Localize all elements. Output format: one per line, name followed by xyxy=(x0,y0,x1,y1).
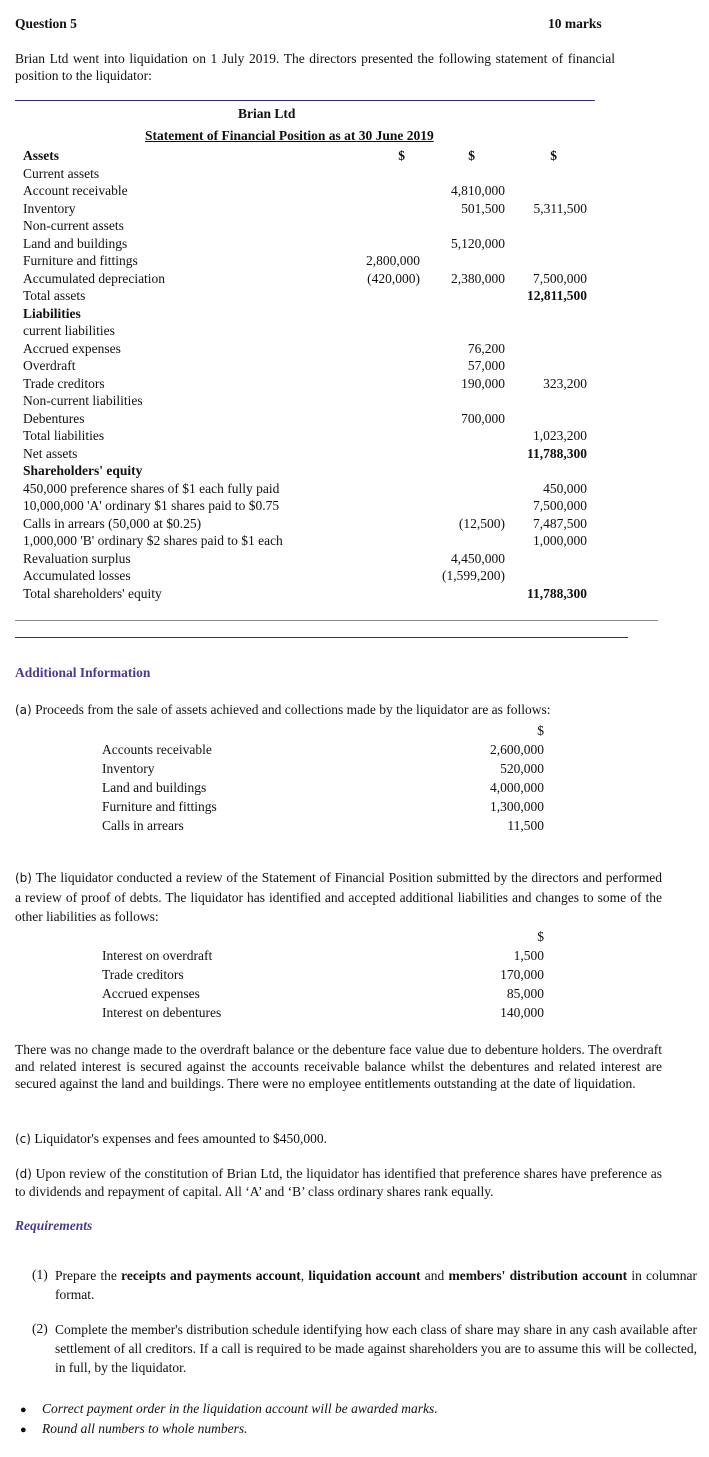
bullet-dot-icon: ● xyxy=(20,1424,27,1436)
sofp-cell-c2: 4,810,000 xyxy=(451,183,505,198)
sofp-row-label: Trade creditors xyxy=(23,375,105,391)
sofp-cell-c1: (420,000) xyxy=(367,270,420,286)
sofp-cell-c3: 1,000,000 xyxy=(533,533,587,548)
sofp-cell-c3: 5,311,500 xyxy=(533,200,587,216)
sofp-cell-c3: 323,200 xyxy=(543,375,587,391)
item-d-label: (d) xyxy=(15,1167,32,1181)
sofp-cell-c3: 11,788,300 xyxy=(526,445,587,461)
bullet-1: Correct payment order in the liquidation account will be awarded marks. xyxy=(42,1401,438,1416)
sofp-row-label: Net assets xyxy=(23,445,78,461)
item-b-note: There was no change made to the overdraft balance or the debenture face value due to debenture holders. The overdraft and related interest is secured against the accounts receivable balance whilst the debentures and related interest are secured against the land and buildings. There were no employee entitlements outstanding at the date of liquidation. xyxy=(15,1042,662,1091)
sofp-row-label: Current assets xyxy=(23,165,100,181)
sofp-row-label: Assets xyxy=(23,148,59,163)
divider-bottom xyxy=(15,637,628,638)
list-item-value: 85,000 xyxy=(506,986,544,1001)
sofp-cell-c2: 190,000 xyxy=(461,375,505,391)
sofp-cell-c2: 5,120,000 xyxy=(451,235,505,251)
sofp-cell-c3: 7,500,000 xyxy=(533,498,587,513)
sofp-row-label: Total liabilities xyxy=(23,428,105,443)
item-d-text: Upon review of the constitution of Brian Ltd, the liquidator has identified that preference shares have preference as to dividends and repayment of capital. All ‘A’ and ‘B’ class ordinary shares rank equally. xyxy=(15,1166,663,1199)
list-item-label: Accounts receivable xyxy=(102,742,212,757)
sofp-cell-c2: 2,380,000 xyxy=(451,270,505,286)
divider-top xyxy=(15,100,595,101)
col-header-1: $ xyxy=(398,148,405,163)
item-b-label: (b) xyxy=(15,871,32,885)
sofp-row-label: Overdraft xyxy=(23,358,76,373)
list-item-label: Furniture and fittings xyxy=(102,799,217,814)
sofp-row-label: Accumulated depreciation xyxy=(23,270,166,286)
sofp-row-label: Non-current liabilities xyxy=(23,393,143,408)
sofp-row-label: Non-current assets xyxy=(23,218,124,233)
list-item-label: Land and buildings xyxy=(102,780,207,795)
sofp-title: Statement of Financial Position as at 30 June 2019 xyxy=(145,128,434,143)
sofp-cell-c3: 7,487,500 xyxy=(533,515,587,531)
sofp-row-label: Total shareholders' equity xyxy=(23,585,162,601)
item-c xyxy=(15,1130,327,1148)
item-c-label: (c) xyxy=(15,1132,31,1146)
sofp-cell-c3: 450,000 xyxy=(543,480,587,496)
sofp-cell-c3: 7,500,000 xyxy=(533,270,587,286)
sofp-row-label: Calls in arrears (50,000 at $0.25) xyxy=(23,515,202,531)
item-a-currency: $ xyxy=(537,723,544,738)
question-title: Question 5 xyxy=(15,16,77,31)
req-1-num: (1) xyxy=(32,1267,48,1282)
sofp-cell-c2: 501,500 xyxy=(461,200,505,216)
item-a xyxy=(15,701,551,719)
req-1: Prepare the receipts and payments account, liquidation account and members' distribution account in columnar format. xyxy=(55,1268,697,1302)
sofp-cell-c3: 1,023,200 xyxy=(533,428,587,443)
sofp-row-label: Revaluation surplus xyxy=(23,550,131,566)
list-item-value: 140,000 xyxy=(500,1005,544,1020)
sofp-row-label: Total assets xyxy=(23,288,86,303)
sofp-row-label: 10,000,000 'A' ordinary $1 shares paid to $0.75 xyxy=(23,498,280,513)
list-item-value: 170,000 xyxy=(500,967,544,982)
sofp-row-label: Land and buildings xyxy=(23,235,128,251)
sofp-row-label: Shareholders' equity xyxy=(23,463,143,478)
sofp-cell-c2: 57,000 xyxy=(467,358,505,373)
intro-text: Brian Ltd went into liquidation on 1 July 2019. The directors presented the following statement of financial position to the liquidator: xyxy=(15,51,615,83)
sofp-row-label: Accrued expenses xyxy=(23,340,121,356)
list-item-label: Inventory xyxy=(102,761,155,776)
list-item-value: 4,000,000 xyxy=(490,780,544,795)
list-item-value: 11,500 xyxy=(507,818,544,833)
item-b xyxy=(15,868,662,926)
item-c-text: Liquidator's expenses and fees amounted to $450,000. xyxy=(34,1131,327,1146)
list-item-label: Accrued expenses xyxy=(102,986,200,1001)
list-item-label: Interest on overdraft xyxy=(102,948,213,963)
requirements-heading: Requirements xyxy=(15,1218,93,1233)
list-item-value: 2,600,000 xyxy=(490,742,544,757)
sofp-row-label: Accumulated losses xyxy=(23,568,131,583)
company-name: Brian Ltd xyxy=(238,106,296,121)
question-marks: 10 marks xyxy=(548,16,602,31)
col-header-3: $ xyxy=(550,148,557,163)
sofp-row-label: Liabilities xyxy=(23,305,81,321)
sofp-cell-c1: 2,800,000 xyxy=(366,253,420,268)
sofp-cell-c3: 12,811,500 xyxy=(526,288,587,303)
sofp-cell-c2: (12,500) xyxy=(458,515,505,531)
sofp-row-label: 1,000,000 'B' ordinary $2 shares paid to $1 each xyxy=(23,533,283,548)
sofp-row-label: Furniture and fittings xyxy=(23,253,138,268)
list-item-label: Interest on debentures xyxy=(102,1005,222,1020)
item-d xyxy=(15,1165,662,1200)
list-item-value: 1,500 xyxy=(513,948,544,963)
item-a-label: (a) xyxy=(15,703,32,717)
bullet-dot-icon: ● xyxy=(20,1404,27,1416)
sofp-row-label: Account receivable xyxy=(23,183,128,198)
list-item-label: Calls in arrears xyxy=(102,818,184,833)
sofp-row-label: 450,000 preference shares of $1 each fully paid xyxy=(23,480,280,496)
req-2: Complete the member's distribution schedule identifying how each class of share may share in any cash available after settlement of all creditors. If a call is required to be made against shareholders you are to assume this will be collected, in full, by the liquidator. xyxy=(55,1322,697,1375)
sofp-cell-c2: 76,200 xyxy=(467,340,505,356)
sofp-row-label: Debentures xyxy=(23,410,85,426)
sofp-row-label: current liabilities xyxy=(23,323,115,338)
sofp-cell-c2: 700,000 xyxy=(461,410,505,426)
item-b-text: The liquidator conducted a review of the Statement of Financial Position submitted by the directors and performed a review of proof of debts. The liquidator has identified and accepted additional liabilities and changes to some of the other liabilities as follows: xyxy=(15,870,662,924)
list-item-value: 520,000 xyxy=(500,761,544,776)
bullet-2: Round all numbers to whole numbers. xyxy=(42,1421,248,1436)
sofp-cell-c3: 11,788,300 xyxy=(526,585,587,601)
item-a-text: Proceeds from the sale of assets achieved and collections made by the liquidator are as follows: xyxy=(35,702,551,717)
divider-grey xyxy=(15,620,658,621)
col-header-2: $ xyxy=(468,148,475,163)
list-item-value: 1,300,000 xyxy=(490,799,544,814)
item-b-currency: $ xyxy=(537,929,544,944)
sofp-row-label: Inventory xyxy=(23,200,76,216)
additional-heading: Additional Information xyxy=(15,665,151,680)
sofp-cell-c2: (1,599,200) xyxy=(442,568,505,583)
list-item-label: Trade creditors xyxy=(102,967,184,982)
sofp-cell-c2: 4,450,000 xyxy=(451,550,505,566)
req-2-num: (2) xyxy=(32,1321,48,1336)
